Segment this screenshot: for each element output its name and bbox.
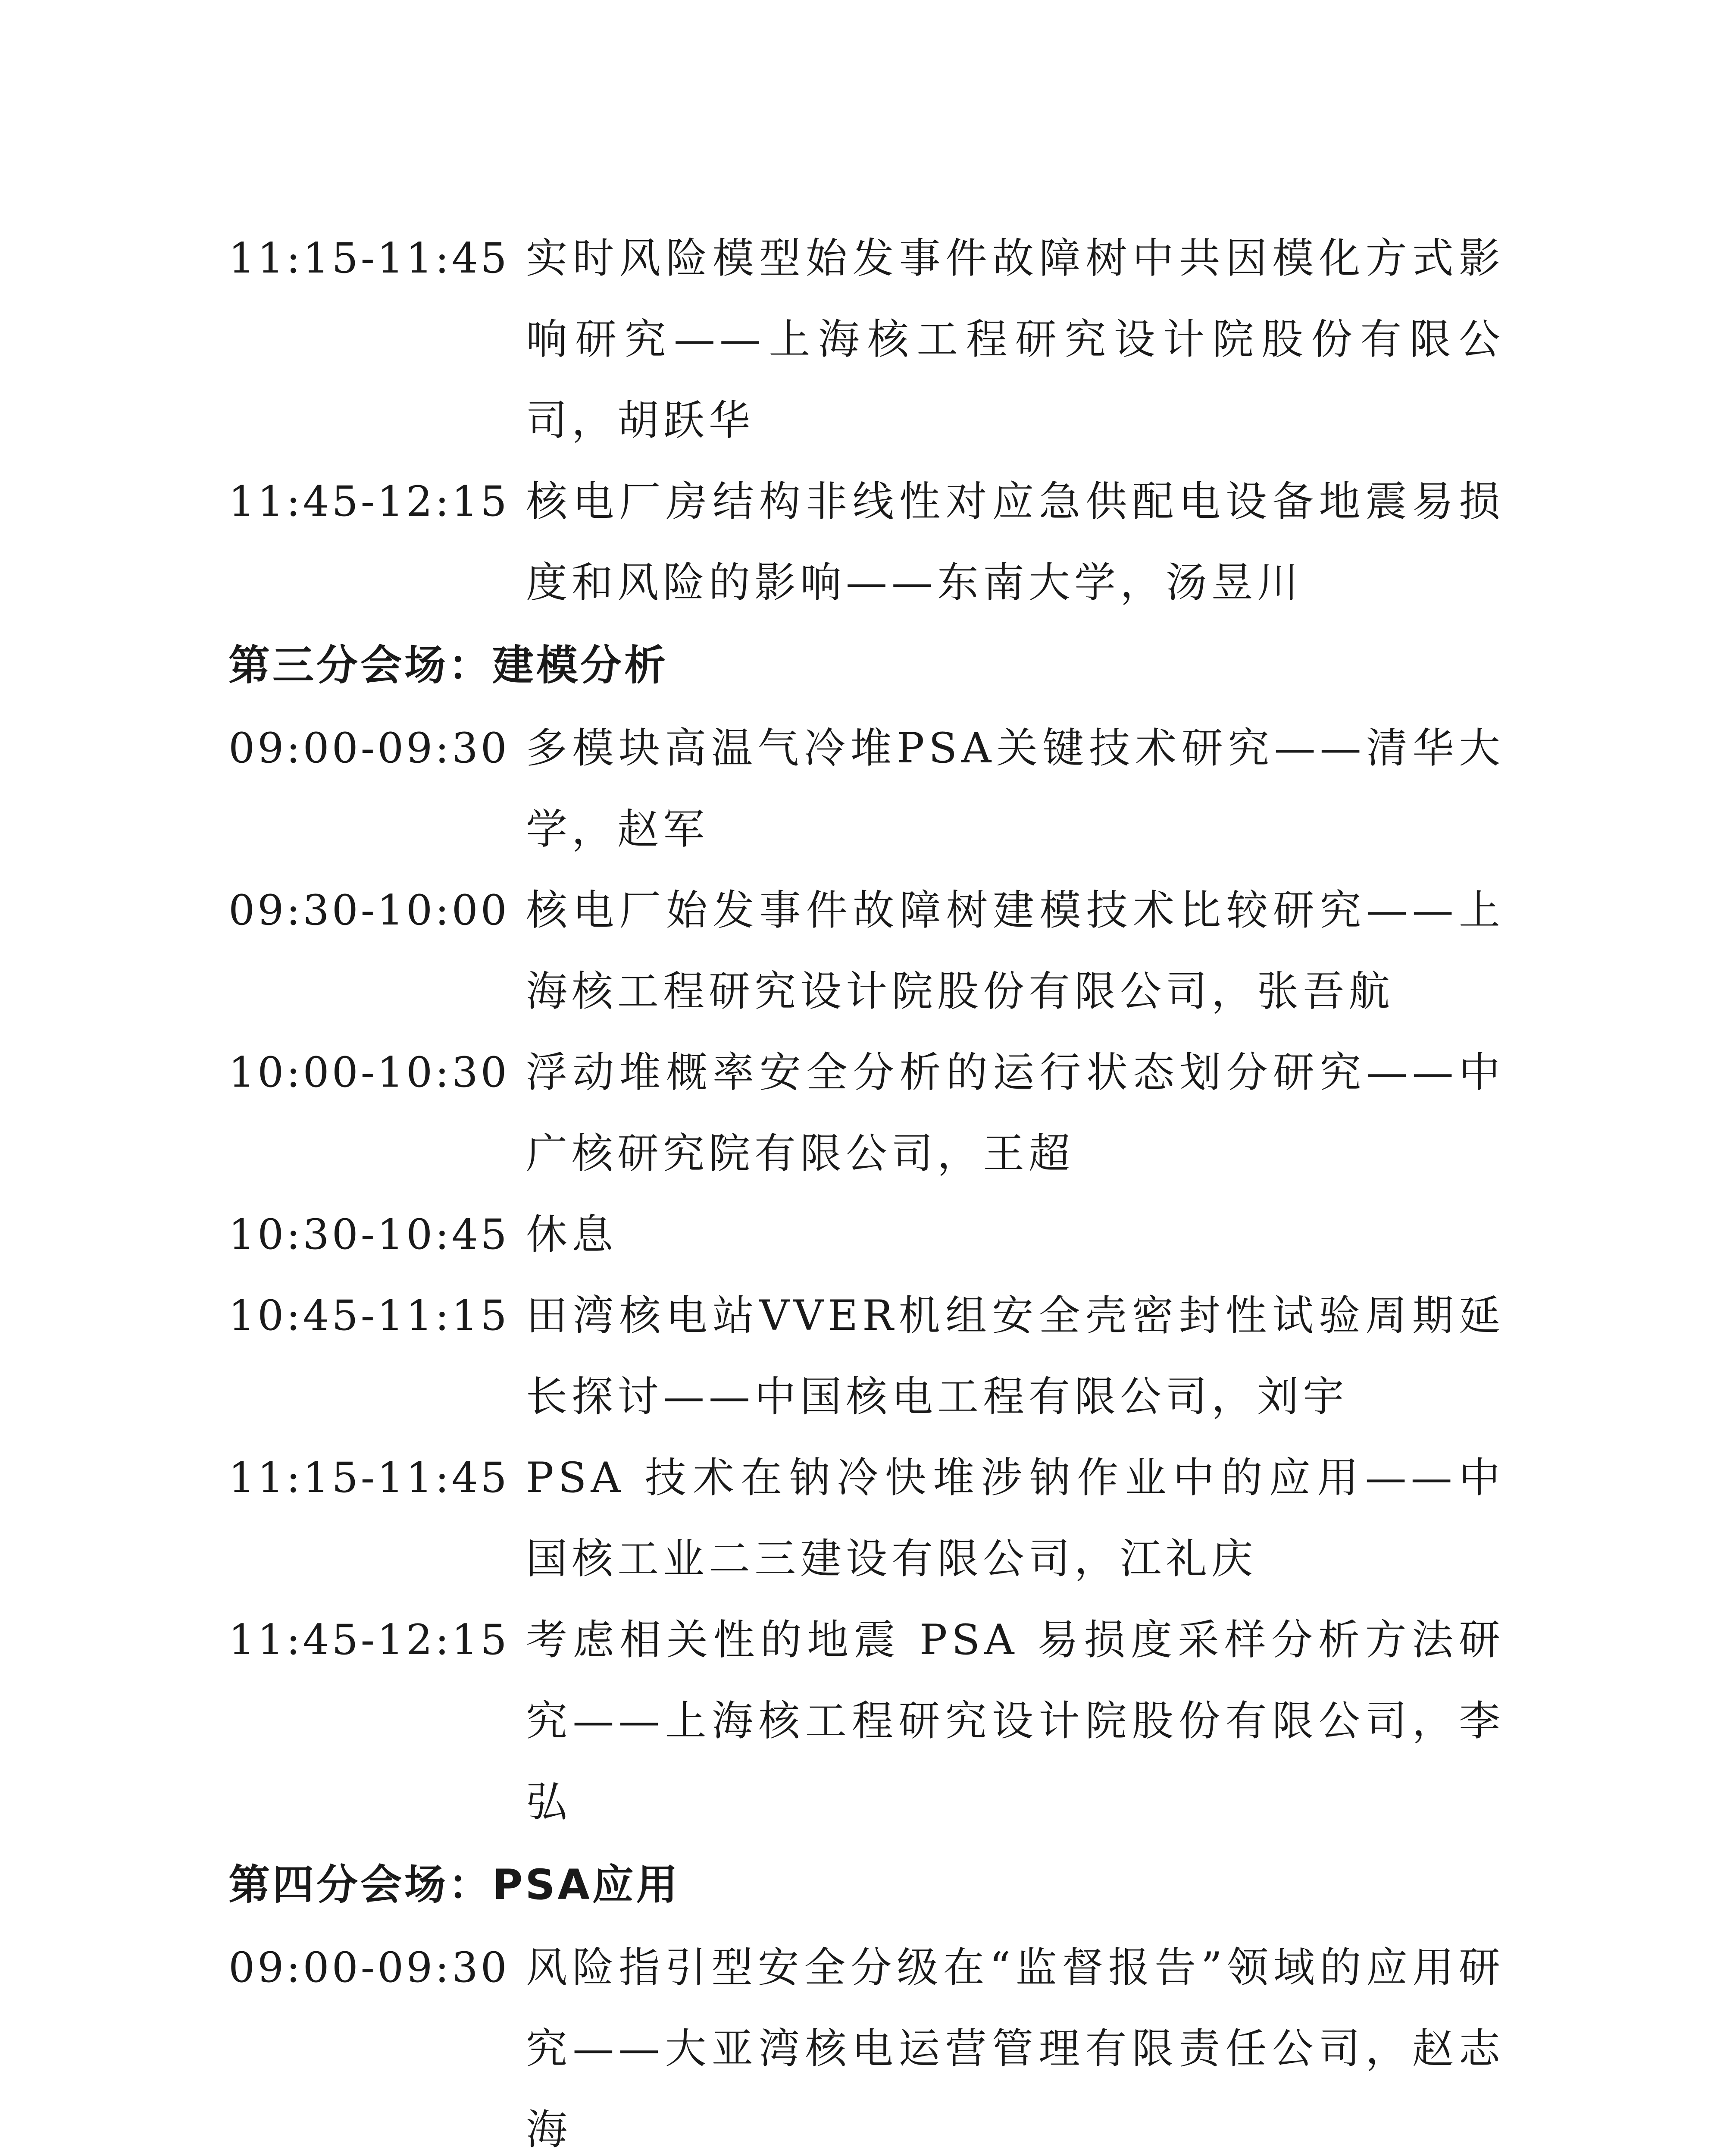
- talk-description: 浮动堆概率安全分析的运行状态划分研究——中广核研究院有限公司，王超: [526, 1048, 1505, 1178]
- schedule-entry: [228, 870, 1505, 1032]
- time-slot: 11:15-11:45: [228, 234, 510, 282]
- schedule-entry: [228, 1032, 1505, 1194]
- session-heading: 第三分会场：建模分析: [228, 641, 668, 689]
- talk-description: 核电厂房结构非线性对应急供配电设备地震易损度和风险的影响——东南大学，汤昱川: [526, 477, 1505, 607]
- talk-description: 风险指引型安全分级在“监督报告”领域的应用研究——大亚湾核电运营管理有限责任公司，赵志海: [526, 1943, 1505, 2154]
- time-slot: 11:45-12:15: [228, 1616, 510, 1664]
- time-slot: 10:00-10:30: [228, 1048, 510, 1097]
- session-heading: 第四分会场：PSA应用: [228, 1861, 680, 1909]
- schedule-entry: [228, 1599, 1505, 1843]
- talk-description: 实时风险模型始发事件故障树中共因模化方式影响研究——上海核工程研究设计院股份有限公司，胡跃华: [526, 234, 1505, 445]
- time-slot: 10:30-10:45: [228, 1210, 510, 1259]
- talk-description: 田湾核电站VVER机组安全壳密封性试验周期延长探讨——中国核电工程有限公司，刘宇: [526, 1291, 1505, 1421]
- talk-description: 核电厂始发事件故障树建模技术比较研究——上海核工程研究设计院股份有限公司，张吾航: [526, 886, 1505, 1015]
- schedule-entry: [228, 218, 1505, 461]
- schedule-content: [228, 218, 1505, 2156]
- schedule-entry: [228, 1437, 1505, 1599]
- time-slot: 09:00-09:30: [228, 724, 510, 772]
- talk-description: 多模块高温气冷堆PSA关键技术研究——清华大学，赵军: [526, 724, 1505, 853]
- talk-description: PSA 技术在钠冷快堆涉钠作业中的应用——中国核工业二三建设有限公司，江礼庆: [526, 1454, 1505, 1583]
- schedule-entry: [228, 708, 1505, 870]
- time-slot: 11:15-11:45: [228, 1454, 510, 1502]
- time-slot: 10:45-11:15: [228, 1291, 510, 1340]
- schedule-entry: [228, 1275, 1505, 1437]
- time-slot: 09:00-09:30: [228, 1943, 510, 1992]
- schedule-entry: [228, 461, 1505, 623]
- talk-description: 考虑相关性的地震 PSA 易损度采样分析方法研究——上海核工程研究设计院股份有限公司，李弘: [526, 1616, 1505, 1826]
- schedule-entry: [228, 1927, 1505, 2156]
- schedule-entry: [228, 1194, 1505, 1275]
- time-slot: 11:45-12:15: [228, 477, 510, 526]
- talk-description: 休息: [526, 1210, 617, 1259]
- time-slot: 09:30-10:00: [228, 886, 510, 934]
